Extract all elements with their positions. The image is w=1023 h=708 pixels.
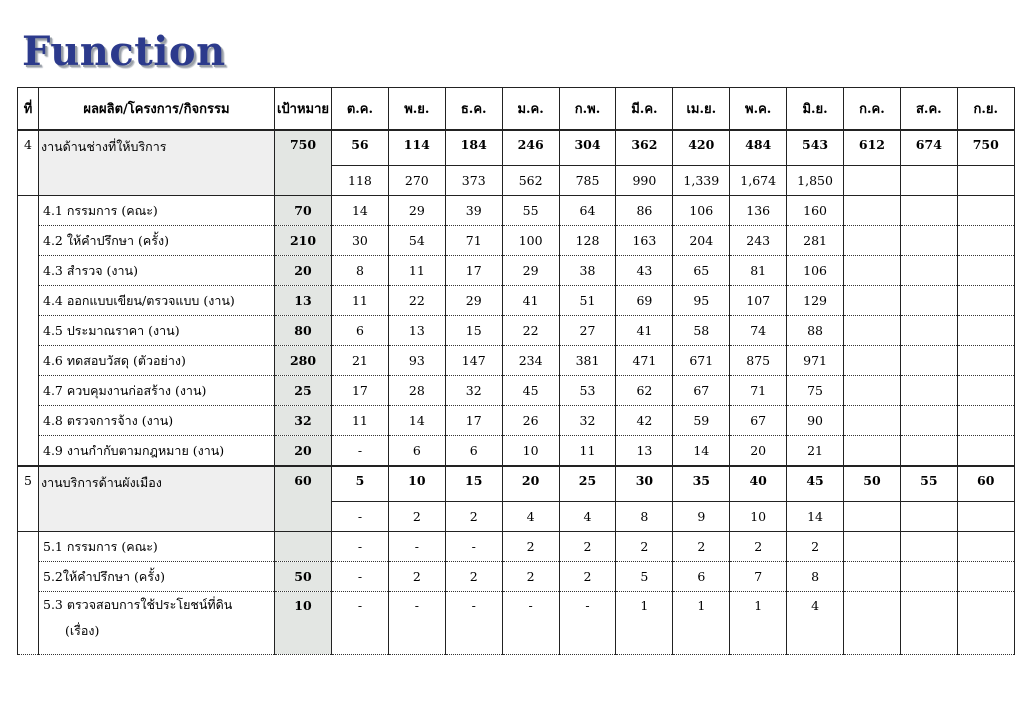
item-value-cell: 163 (616, 226, 673, 256)
group-plan-cell: 40 (730, 466, 787, 502)
item-value-cell: 204 (673, 226, 730, 256)
item-value-cell (844, 346, 901, 376)
item-value-cell: 281 (787, 226, 844, 256)
group-plan-cell: 304 (559, 130, 616, 166)
item-name: 5.3 ตรวจสอบการใช้ประโยชน์ที่ดิน (เรื่อง) (39, 592, 275, 655)
group-target: 60 (275, 466, 332, 532)
item-value-cell (900, 406, 957, 436)
item-value-cell (900, 532, 957, 562)
item-value-cell: 2 (673, 532, 730, 562)
item-name: 4.9 งานกำกับตามกฎหมาย (งาน) (39, 436, 275, 467)
item-target: 10 (275, 592, 332, 655)
item-value-cell: 1 (673, 592, 730, 655)
item-value-cell (900, 226, 957, 256)
item-value-cell: 22 (388, 286, 445, 316)
item-value-cell (844, 316, 901, 346)
item-value-cell (900, 592, 957, 655)
group-actual-cell: 14 (787, 502, 844, 532)
item-value-cell: 129 (787, 286, 844, 316)
item-value-cell: 14 (673, 436, 730, 467)
group-plan-cell: 246 (502, 130, 559, 166)
group-actual-cell (957, 166, 1014, 196)
item-value-cell: 17 (445, 406, 502, 436)
col-header-month: ต.ค. (332, 88, 389, 131)
group-plan-cell: 184 (445, 130, 502, 166)
item-value-cell (957, 376, 1014, 406)
item-value-cell: 95 (673, 286, 730, 316)
item-value-cell: 21 (787, 436, 844, 467)
item-value-cell: 10 (502, 436, 559, 467)
item-value-cell (844, 286, 901, 316)
item-value-cell: 32 (559, 406, 616, 436)
item-value-cell (957, 532, 1014, 562)
item-value-cell (900, 436, 957, 467)
group-actual-cell: 2 (445, 502, 502, 532)
item-value-cell: 21 (332, 346, 389, 376)
item-value-cell: 671 (673, 346, 730, 376)
item-value-cell: 2 (445, 562, 502, 592)
group-actual-cell (900, 502, 957, 532)
group-plan-cell: 56 (332, 130, 389, 166)
item-value-cell (844, 226, 901, 256)
item-value-cell: 90 (787, 406, 844, 436)
item-value-cell (844, 436, 901, 467)
item-value-cell (900, 562, 957, 592)
item-value-cell: 1 (730, 592, 787, 655)
item-value-cell: 71 (445, 226, 502, 256)
item-value-cell (957, 316, 1014, 346)
item-value-cell: - (445, 592, 502, 655)
item-value-cell: 6 (388, 436, 445, 467)
item-value-cell: - (332, 532, 389, 562)
item-value-cell: 2 (730, 532, 787, 562)
item-target: 70 (275, 196, 332, 226)
item-name: 4.2 ให้คำปรึกษา (ครั้ง) (39, 226, 275, 256)
group-target: 750 (275, 130, 332, 196)
item-target: 13 (275, 286, 332, 316)
col-header-month: พ.ค. (730, 88, 787, 131)
item-value-cell: 14 (332, 196, 389, 226)
item-target: 80 (275, 316, 332, 346)
group-plan-cell: 50 (844, 466, 901, 502)
item-value-cell: 29 (502, 256, 559, 286)
group-actual-cell: 270 (388, 166, 445, 196)
item-value-cell: 2 (559, 532, 616, 562)
col-header-month: พ.ย. (388, 88, 445, 131)
item-value-cell: 6 (332, 316, 389, 346)
item-value-cell: 54 (388, 226, 445, 256)
item-target: 20 (275, 256, 332, 286)
col-header-month: ก.ค. (844, 88, 901, 131)
item-value-cell (957, 256, 1014, 286)
col-header-no: ที่ (18, 88, 39, 131)
item-value-cell: 243 (730, 226, 787, 256)
item-value-cell: 8 (787, 562, 844, 592)
item-value-cell: 27 (559, 316, 616, 346)
item-value-cell: 64 (559, 196, 616, 226)
table-row (18, 406, 1015, 436)
item-value-cell: 14 (388, 406, 445, 436)
item-value-cell: 2 (388, 562, 445, 592)
item-value-cell: 38 (559, 256, 616, 286)
group-plan-cell: 55 (900, 466, 957, 502)
col-header-month: ก.ย. (957, 88, 1014, 131)
group-actual-cell: 1,339 (673, 166, 730, 196)
item-name: 4.6 ทดสอบวัสดุ (ตัวอย่าง) (39, 346, 275, 376)
item-target (275, 532, 332, 562)
item-target: 50 (275, 562, 332, 592)
item-value-cell: 39 (445, 196, 502, 226)
item-value-cell: 45 (502, 376, 559, 406)
group-plan-cell: 612 (844, 130, 901, 166)
item-value-cell: 11 (332, 286, 389, 316)
group-plan-cell: 5 (332, 466, 389, 502)
group-actual-cell: 4 (502, 502, 559, 532)
group-plan-cell: 114 (388, 130, 445, 166)
item-value-cell (900, 256, 957, 286)
item-value-cell: 65 (673, 256, 730, 286)
item-name: 4.7 ควบคุมงานก่อสร้าง (งาน) (39, 376, 275, 406)
item-value-cell: 11 (388, 256, 445, 286)
item-value-cell (844, 256, 901, 286)
item-value-cell: 58 (673, 316, 730, 346)
item-value-cell (957, 592, 1014, 655)
group-plan-cell: 60 (957, 466, 1014, 502)
item-name: 4.8 ตรวจการจ้าง (งาน) (39, 406, 275, 436)
item-value-cell (900, 196, 957, 226)
item-value-cell: 67 (730, 406, 787, 436)
table-row (18, 376, 1015, 406)
group-plan-cell: 25 (559, 466, 616, 502)
item-value-cell: 86 (616, 196, 673, 226)
group-actual-cell (957, 502, 1014, 532)
group-actual-cell: 990 (616, 166, 673, 196)
group-number: 5 (18, 466, 39, 532)
item-value-cell (900, 346, 957, 376)
item-value-cell (844, 376, 901, 406)
col-header-month: มี.ค. (616, 88, 673, 131)
group-plan-cell: 420 (673, 130, 730, 166)
item-value-cell: - (332, 562, 389, 592)
item-value-cell: 11 (332, 406, 389, 436)
group-plan-cell: 10 (388, 466, 445, 502)
table-row (18, 592, 1015, 655)
group-actual-cell (900, 166, 957, 196)
group-plan-cell: 543 (787, 130, 844, 166)
item-target: 20 (275, 436, 332, 467)
item-value-cell: 128 (559, 226, 616, 256)
item-value-cell: 29 (388, 196, 445, 226)
group-actual-cell: 1,850 (787, 166, 844, 196)
item-value-cell (844, 406, 901, 436)
item-name: 4.5 ประมาณราคา (งาน) (39, 316, 275, 346)
item-value-cell: 75 (787, 376, 844, 406)
group-number-spacer (18, 532, 39, 655)
item-value-cell: 69 (616, 286, 673, 316)
item-value-cell: - (388, 532, 445, 562)
group-actual-cell: 118 (332, 166, 389, 196)
item-value-cell: 17 (332, 376, 389, 406)
col-header-target: เป้าหมาย (275, 88, 332, 131)
item-value-cell: 381 (559, 346, 616, 376)
item-value-cell: 53 (559, 376, 616, 406)
item-value-cell: 6 (445, 436, 502, 467)
item-name: 4.4 ออกแบบเขียน/ตรวจแบบ (งาน) (39, 286, 275, 316)
group-row (18, 130, 1015, 166)
group-number-spacer (18, 196, 39, 467)
group-actual-cell (844, 166, 901, 196)
item-name: 4.1 กรรมการ (คณะ) (39, 196, 275, 226)
group-actual-cell: 10 (730, 502, 787, 532)
item-value-cell: 471 (616, 346, 673, 376)
col-header-month: ธ.ค. (445, 88, 502, 131)
table-row (18, 436, 1015, 467)
item-value-cell: 29 (445, 286, 502, 316)
item-value-cell: 2 (616, 532, 673, 562)
group-row (18, 466, 1015, 502)
item-value-cell: 88 (787, 316, 844, 346)
item-target: 32 (275, 406, 332, 436)
item-value-cell (957, 196, 1014, 226)
group-plan-cell: 484 (730, 130, 787, 166)
item-value-cell: 4 (787, 592, 844, 655)
table-row (18, 532, 1015, 562)
group-actual-cell: 1,674 (730, 166, 787, 196)
item-target: 210 (275, 226, 332, 256)
col-header-month: ส.ค. (900, 88, 957, 131)
item-value-cell: 81 (730, 256, 787, 286)
item-value-cell: 26 (502, 406, 559, 436)
table-row (18, 286, 1015, 316)
table-row (18, 316, 1015, 346)
item-value-cell (957, 406, 1014, 436)
item-value-cell: 13 (388, 316, 445, 346)
item-value-cell (957, 226, 1014, 256)
group-actual-cell (844, 502, 901, 532)
item-value-cell: 2 (787, 532, 844, 562)
item-value-cell (957, 286, 1014, 316)
item-value-cell: 15 (445, 316, 502, 346)
item-value-cell: 51 (559, 286, 616, 316)
table-row (18, 346, 1015, 376)
col-header-item: ผลผลิต/โครงการ/กิจกรรม (39, 88, 275, 131)
item-value-cell (844, 562, 901, 592)
col-header-month: ก.พ. (559, 88, 616, 131)
item-value-cell: 147 (445, 346, 502, 376)
item-value-cell: 107 (730, 286, 787, 316)
group-plan-cell: 45 (787, 466, 844, 502)
col-header-month: ม.ค. (502, 88, 559, 131)
group-plan-cell: 20 (502, 466, 559, 502)
item-value-cell: 42 (616, 406, 673, 436)
group-actual-cell: 785 (559, 166, 616, 196)
item-value-cell (957, 562, 1014, 592)
table-row (18, 196, 1015, 226)
item-value-cell (844, 196, 901, 226)
col-header-month: เม.ย. (673, 88, 730, 131)
item-value-cell: 106 (673, 196, 730, 226)
table-row (18, 226, 1015, 256)
item-value-cell: 17 (445, 256, 502, 286)
group-plan-cell: 750 (957, 130, 1014, 166)
item-value-cell (844, 532, 901, 562)
col-header-month: มิ.ย. (787, 88, 844, 131)
item-value-cell: 30 (332, 226, 389, 256)
item-value-cell (900, 316, 957, 346)
item-value-cell (900, 286, 957, 316)
group-plan-cell: 15 (445, 466, 502, 502)
item-value-cell: - (388, 592, 445, 655)
group-plan-cell: 30 (616, 466, 673, 502)
group-plan-cell: 35 (673, 466, 730, 502)
group-actual-cell: 562 (502, 166, 559, 196)
item-value-cell: 2 (559, 562, 616, 592)
item-value-cell: 32 (445, 376, 502, 406)
table-row (18, 256, 1015, 286)
item-value-cell (900, 376, 957, 406)
item-value-cell: 41 (616, 316, 673, 346)
item-value-cell (957, 346, 1014, 376)
group-actual-cell: 9 (673, 502, 730, 532)
item-value-cell: 67 (673, 376, 730, 406)
group-actual-cell: - (332, 502, 389, 532)
item-value-cell: 11 (559, 436, 616, 467)
item-value-cell: - (332, 436, 389, 467)
item-value-cell: 20 (730, 436, 787, 467)
item-value-cell: - (445, 532, 502, 562)
item-value-cell: 55 (502, 196, 559, 226)
item-value-cell: 2 (502, 532, 559, 562)
item-value-cell (844, 592, 901, 655)
group-actual-cell: 373 (445, 166, 502, 196)
item-value-cell: 234 (502, 346, 559, 376)
item-value-cell: 22 (502, 316, 559, 346)
item-value-cell: - (502, 592, 559, 655)
group-number: 4 (18, 130, 39, 196)
table-row (18, 562, 1015, 592)
item-value-cell: 71 (730, 376, 787, 406)
item-value-cell: - (332, 592, 389, 655)
item-value-cell: 93 (388, 346, 445, 376)
item-value-cell: 106 (787, 256, 844, 286)
item-value-cell: 28 (388, 376, 445, 406)
item-value-cell: 59 (673, 406, 730, 436)
item-value-cell: 1 (616, 592, 673, 655)
performance-table (17, 87, 1015, 655)
item-value-cell: 160 (787, 196, 844, 226)
group-name: งานด้านช่างที่ให้บริการ (39, 130, 275, 196)
item-value-cell: 100 (502, 226, 559, 256)
group-actual-cell: 8 (616, 502, 673, 532)
group-plan-cell: 362 (616, 130, 673, 166)
page-title: Function (22, 28, 226, 75)
item-value-cell: 8 (332, 256, 389, 286)
item-value-cell: 43 (616, 256, 673, 286)
item-target: 280 (275, 346, 332, 376)
group-actual-cell: 2 (388, 502, 445, 532)
item-value-cell: 5 (616, 562, 673, 592)
item-value-cell: 971 (787, 346, 844, 376)
group-plan-cell: 674 (900, 130, 957, 166)
item-value-cell: 62 (616, 376, 673, 406)
item-value-cell: 13 (616, 436, 673, 467)
item-value-cell: - (559, 592, 616, 655)
item-value-cell: 7 (730, 562, 787, 592)
item-name: 5.1 กรรมการ (คณะ) (39, 532, 275, 562)
item-value-cell: 74 (730, 316, 787, 346)
item-value-cell: 136 (730, 196, 787, 226)
header-row (18, 88, 1015, 131)
group-actual-cell: 4 (559, 502, 616, 532)
item-value-cell: 6 (673, 562, 730, 592)
item-value-cell: 41 (502, 286, 559, 316)
item-target: 25 (275, 376, 332, 406)
group-name: งานบริการด้านผังเมือง (39, 466, 275, 532)
item-name: 4.3 สำรวจ (งาน) (39, 256, 275, 286)
item-value-cell (957, 436, 1014, 467)
item-value-cell: 2 (502, 562, 559, 592)
item-value-cell: 875 (730, 346, 787, 376)
item-name: 5.2ให้คำปรึกษา (ครั้ง) (39, 562, 275, 592)
